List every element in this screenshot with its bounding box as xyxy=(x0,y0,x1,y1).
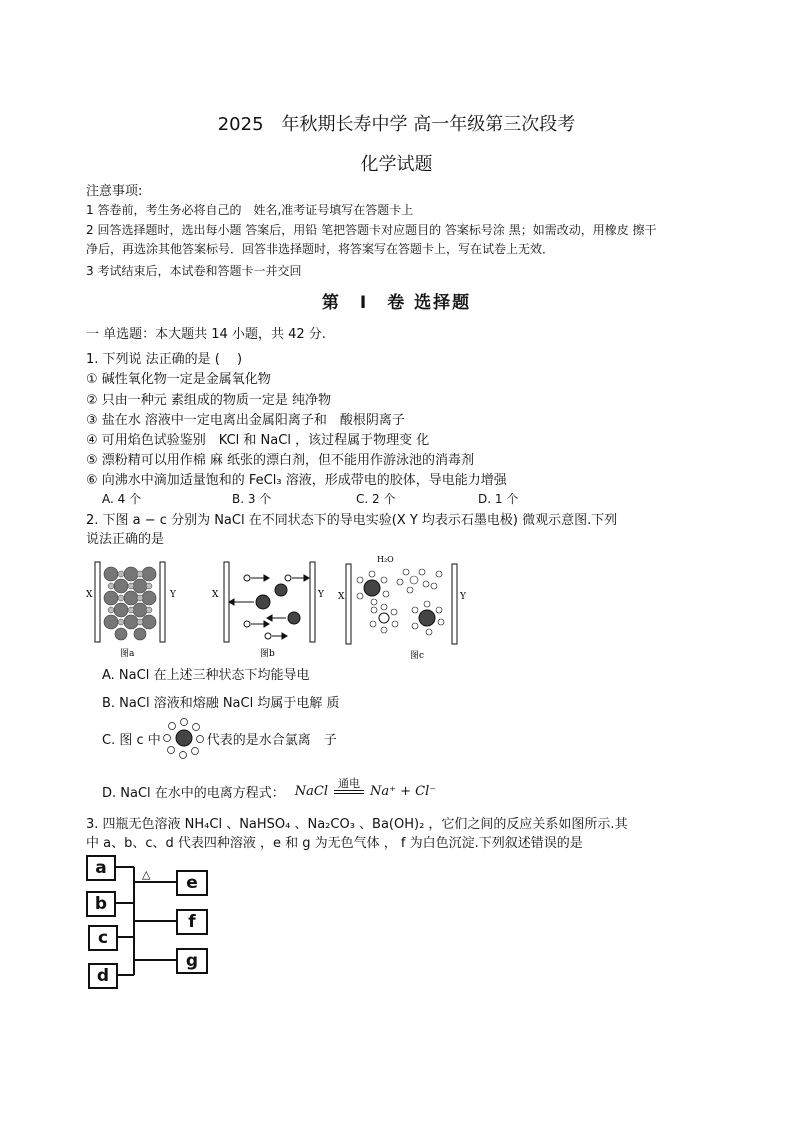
q3-stem: 3. 四瓶无色溶液 NH₄Cl 、NaHSO₄ 、Na₂CO₃ 、Ba(OH)₂ ，它们之间的反应关系如图所示.其 xyxy=(86,817,628,832)
note-item: 2 回答选择题时，选出每小题 答案后，用铅 笔把答题卡对应题目的 答案标号涂 黑；如需改动，用橡皮 擦干 xyxy=(86,223,657,237)
box-c: c xyxy=(88,925,118,951)
q1-option-d[interactable]: D. 1 个 xyxy=(478,492,519,506)
hydrated-ion-cluster xyxy=(357,571,389,605)
svg-text:Y: Y xyxy=(460,592,466,602)
electrode-x-label: X xyxy=(86,590,93,600)
q1-item: ④ 可用焰色试验鉴别 KCl 和 NaCl ，该过程属于物理变 化 xyxy=(86,433,430,448)
q2-option-d-eq-left: NaCl xyxy=(294,784,329,799)
box-f: f xyxy=(176,909,208,935)
hydrated-ion-icon xyxy=(161,716,207,760)
svg-text:Y: Y xyxy=(318,590,324,600)
svg-text:X: X xyxy=(338,592,345,602)
q2-option-d-eq-cond: 通电 xyxy=(338,776,361,790)
figure-b xyxy=(212,562,325,659)
figure-c-label: 图c xyxy=(410,651,425,661)
box-a: a xyxy=(86,855,116,881)
q3-stem-2: 中 a、b、c、d 代表四种溶液 ，e 和 g 为无色气体 ， f 为白色沉淀.下列叙述错误的是 xyxy=(86,836,583,851)
heat-symbol: △ xyxy=(142,868,151,881)
q1-item: ③ 盐在水 溶液中一定电离出金属阳离子和 酸根阴离子 xyxy=(86,413,405,428)
notes-heading: 注意事项: xyxy=(86,184,143,199)
q2-option-c-suffix: 代表的是水合氯离 子 xyxy=(206,732,337,748)
q2-option-b[interactable]: B. NaCl 溶液和熔融 NaCl 均属于电解 质 xyxy=(102,696,340,711)
q2-option-d-eq-right: Na⁺ + Cl⁻ xyxy=(370,784,437,799)
q1-option-a[interactable]: A. 4 个 xyxy=(102,492,142,506)
note-item: 1 答卷前，考生务必将自己的 姓名,准考证号填写在答题卡上 xyxy=(86,203,414,217)
q1-item: ① 碱性氧化物一定是金属氧化物 xyxy=(86,372,271,387)
q1-option-b[interactable]: B. 3 个 xyxy=(232,492,272,506)
box-e: e xyxy=(176,870,208,896)
electrode-y-label: Y xyxy=(170,590,176,600)
box-d: d xyxy=(88,963,118,989)
q1-option-c[interactable]: C. 2 个 xyxy=(356,492,396,506)
q2-stem-2: 说法正确的是 xyxy=(86,532,165,547)
q2-stem: 2. 下图 a − c 分别为 NaCl 在不同状态下的导电实验(X Y 均表示石墨电极) 微观示意图.下列 xyxy=(86,513,618,528)
figure-a xyxy=(86,562,177,659)
figure-c xyxy=(338,555,467,661)
q1-stem: 1. 下列说 法正确的是 ( ) xyxy=(86,352,243,367)
q1-item: ⑤ 漂粉精可以用作棉 麻 纸张的漂白剂，但不能用作游泳池的消毒剂 xyxy=(86,453,475,468)
figure-a-label: 图a xyxy=(120,649,135,659)
electrolysis-arrow xyxy=(334,778,364,796)
svg-text:X: X xyxy=(212,590,219,600)
water-label: H₂O xyxy=(377,555,394,564)
q2-option-d[interactable] xyxy=(102,776,437,801)
q1-item: ⑥ 向沸水中滴加适量饱和的 FeCl₃ 溶液，形成带电的胶体，导电能力增强 xyxy=(86,473,507,488)
figure-b-label: 图b xyxy=(260,649,275,659)
q1-item: ② 只由一种元 素组成的物质一定是 纯净物 xyxy=(86,393,332,408)
section-title: 第 I 卷 选择题 xyxy=(321,293,472,313)
box-g: g xyxy=(176,948,208,974)
part-heading: 一 单选题：本大题共 14 小题，共 42 分. xyxy=(86,327,326,342)
q2-figure xyxy=(84,552,484,664)
q2-option-d-prefix: D. NaCl 在水中的电离方程式： xyxy=(102,786,285,801)
exam-subject: 化学试题 xyxy=(360,154,433,175)
q2-option-a[interactable]: A. NaCl 在上述三种状态下均能导电 xyxy=(102,668,310,683)
note-item: 净后，再选涂其他答案标号．回答非选择题时，将答案写在答题卡上，写在试卷上无效． xyxy=(86,242,555,256)
q2-option-c-prefix: C. 图 c 中 xyxy=(102,732,161,748)
note-item: 3 考试结束后，本试卷和答题卡一并交回 xyxy=(86,264,302,278)
q2-option-c[interactable] xyxy=(102,716,337,760)
exam-title: 2025 年秋期长寿中学 高一年级第三次段考 xyxy=(217,114,576,135)
box-b: b xyxy=(86,891,116,917)
